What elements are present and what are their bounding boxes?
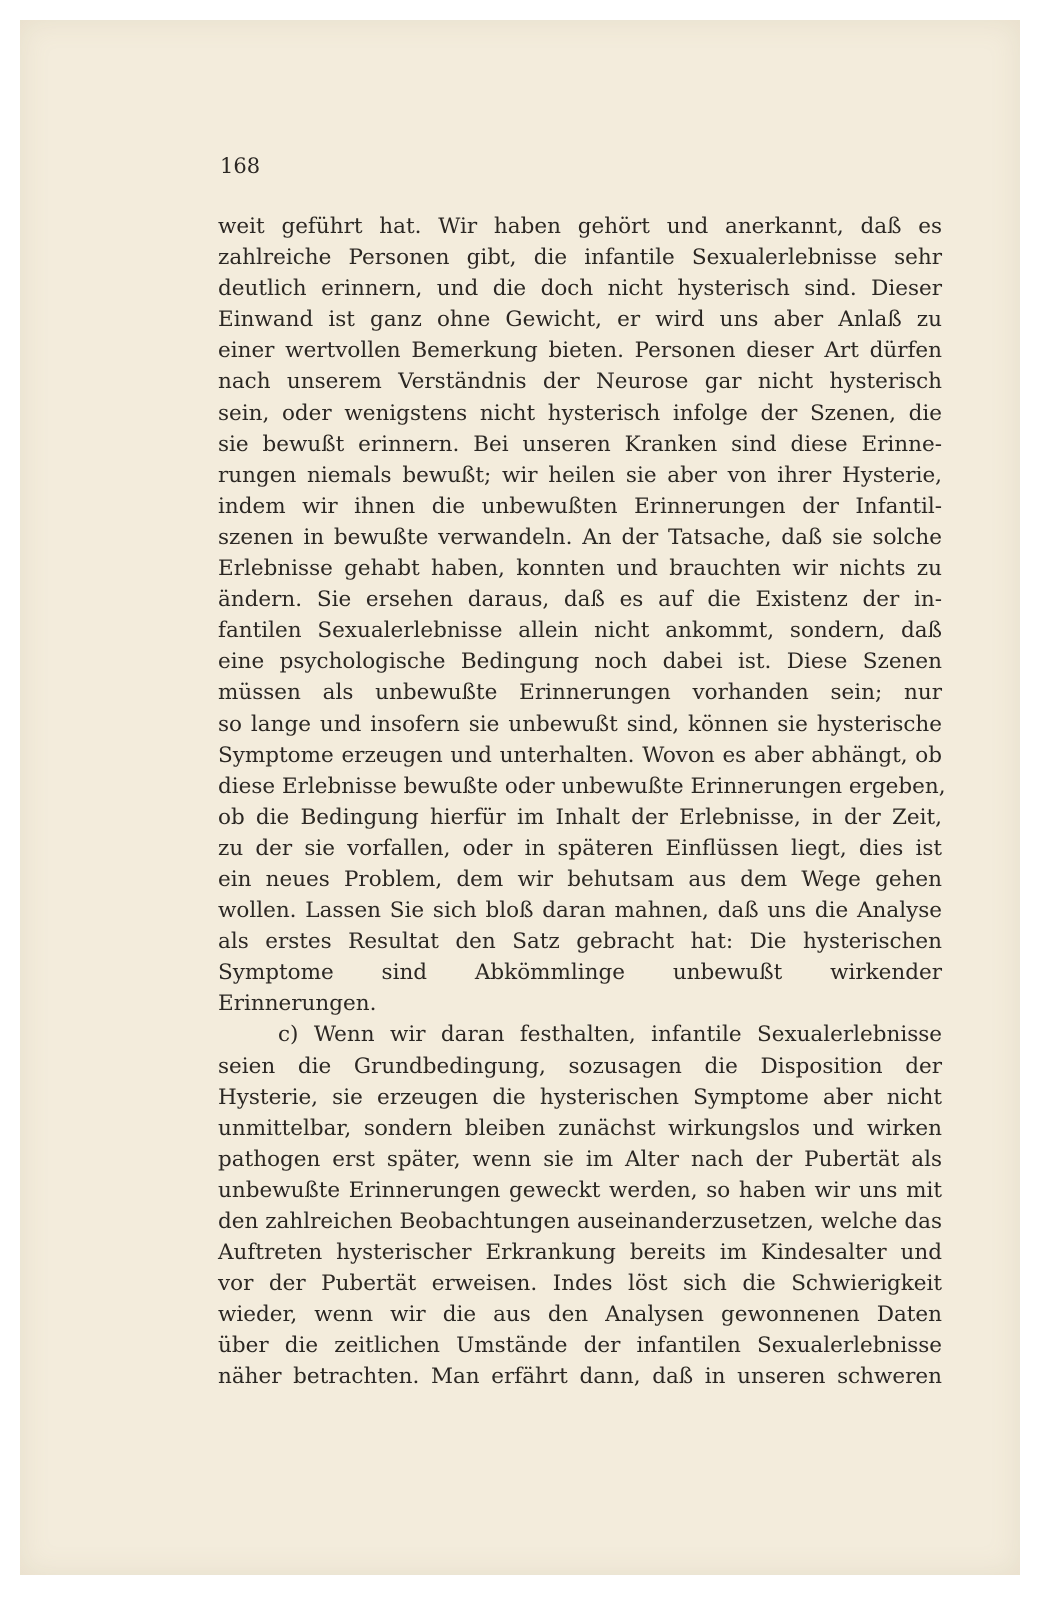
text-line: c) Wenn wir daran festhalten, infantile Sexualerlebnisse: [278, 1022, 942, 1048]
book-page: [20, 20, 1020, 1575]
text-line: Erinnerungen.: [218, 991, 377, 1017]
text-line: als erstes Resultat den Satz gebracht hat: Die hysterischen: [218, 929, 942, 955]
text-line: ob die Bedingung hierfür im Inhalt der Erlebnisse, in der Zeit,: [218, 804, 942, 830]
text-line: über die zeitlichen Umstände der infantilen Sexualerlebnisse: [218, 1333, 942, 1359]
text-line: diese Erlebnisse bewußte oder unbewußte Erinnerungen ergeben,: [218, 773, 946, 799]
text-line: nach unserem Verständnis der Neurose gar nicht hysterisch: [218, 369, 942, 395]
text-line: wieder, wenn wir die aus den Analysen gewonnenen Daten: [218, 1302, 942, 1328]
text-line: vor der Pubertät erweisen. Indes löst sich die Schwierigkeit: [218, 1271, 942, 1297]
text-line: zu der sie vorfallen, oder in späteren Einflüssen liegt, dies ist: [218, 835, 942, 861]
text-line: indem wir ihnen die unbewußten Erinnerungen der Infantil-: [218, 493, 942, 519]
text-line: Symptome erzeugen und unterhalten. Wovon es aber abhängt, ob: [218, 742, 942, 768]
text-line: den zahlreichen Beobachtungen auseinanderzusetzen, welche das: [218, 1209, 942, 1234]
text-line: müssen als unbewußte Erinnerungen vorhanden sein; nur: [218, 680, 942, 706]
text-line: ändern. Sie ersehen daraus, daß es auf die Existenz der in-: [218, 587, 942, 613]
text-line: Erlebnisse gehabt haben, konnten und brauchten wir nichts zu: [218, 556, 942, 582]
text-line: näher betrachten. Man erfährt dann, daß in unseren schweren: [218, 1364, 942, 1390]
text-line: ein neues Problem, dem wir behutsam aus dem Wege gehen: [218, 866, 942, 892]
text-line: fantilen Sexualerlebnisse allein nicht ankommt, sondern, daß: [218, 618, 942, 644]
text-line: Hysterie, sie erzeugen die hysterischen Symptome aber nicht: [218, 1084, 942, 1110]
text-line: wollen. Lassen Sie sich bloß daran mahnen, daß uns die Analyse: [218, 898, 942, 924]
text-line: seien die Grundbedingung, sozusagen die Disposition der: [218, 1053, 942, 1079]
text-line: zahlreiche Personen gibt, die infantile Sexualerlebnisse sehr: [218, 245, 942, 271]
page-number: 168: [220, 154, 261, 178]
text-line: eine psychologische Bedingung noch dabei ist. Diese Szenen: [218, 649, 942, 675]
text-line: so lange und insofern sie unbewußt sind, können sie hysterische: [218, 711, 942, 737]
text-line: Einwand ist ganz ohne Gewicht, er wird uns aber Anlaß zu: [218, 307, 942, 333]
text-line: Symptome sind Abkömmlinge unbewußt wirkender: [218, 960, 942, 986]
text-line: einer wertvollen Bemerkung bieten. Personen dieser Art dürfen: [218, 338, 942, 364]
text-line: weit geführt hat. Wir haben gehört und anerkannt, daß es: [218, 214, 942, 239]
text-line: sein, oder wenigstens nicht hysterisch infolge der Szenen, die: [218, 400, 942, 426]
text-line: szenen in bewußte verwandeln. An der Tatsache, daß sie solche: [218, 524, 942, 550]
text-line: unbewußte Erinnerungen geweckt werden, so haben wir uns mit: [218, 1177, 942, 1203]
text-line: sie bewußt erinnern. Bei unseren Kranken sind diese Erinne-: [218, 431, 942, 457]
text-line: deutlich erinnern, und die doch nicht hysterisch sind. Dieser: [218, 276, 942, 302]
text-line: pathogen erst später, wenn sie im Alter nach der Pubertät als: [218, 1146, 942, 1172]
text-line: rungen niemals bewußt; wir heilen sie aber von ihrer Hysterie,: [218, 462, 942, 488]
text-line: Auftreten hysterischer Erkrankung bereits im Kindesalter und: [218, 1240, 942, 1266]
body-text: [218, 211, 946, 1393]
text-line: unmittelbar, sondern bleiben zunächst wirkungslos und wirken: [218, 1115, 942, 1141]
